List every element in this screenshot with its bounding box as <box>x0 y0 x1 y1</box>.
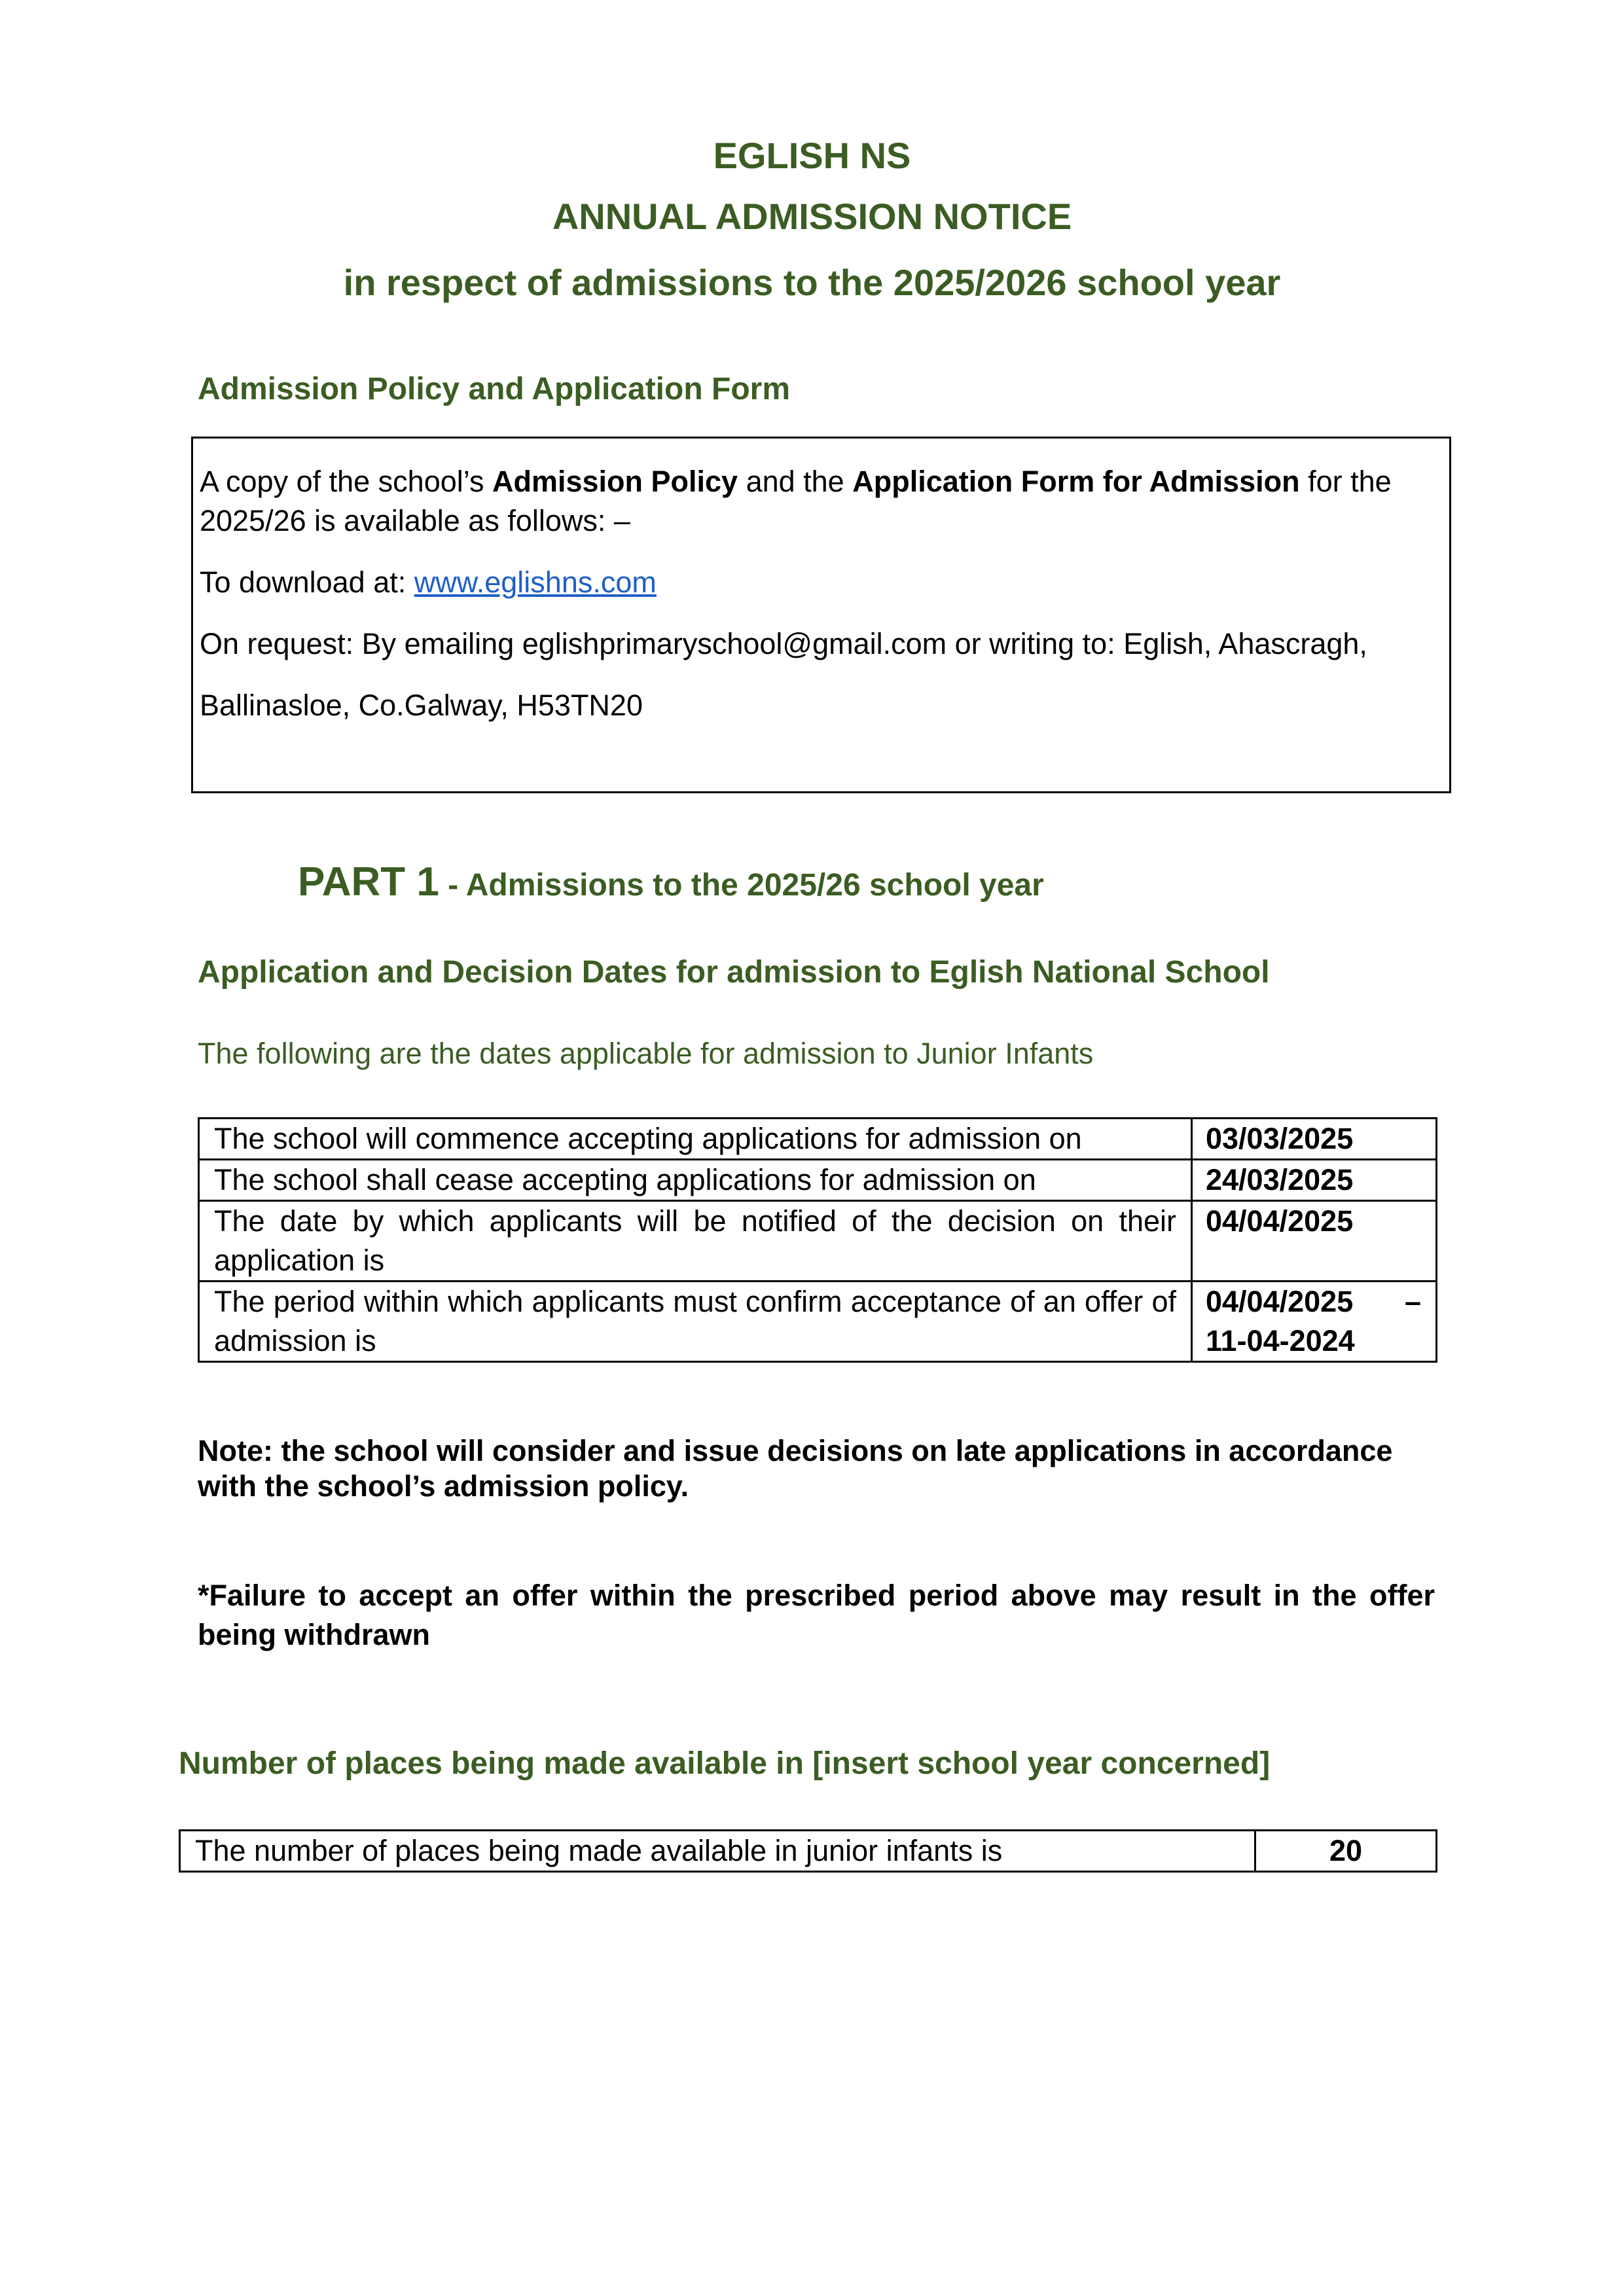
policy-line-1 <box>200 462 1392 501</box>
range-start: 04/04/2025 <box>1206 1285 1354 1318</box>
table-row <box>199 1119 1437 1160</box>
table-row <box>199 1160 1437 1201</box>
date-label: The date by which applicants will be notified of the decision on their application is <box>199 1201 1192 1282</box>
places-value: 20 <box>1255 1831 1437 1872</box>
notice-subtitle: in respect of admissions to the 2025/2026 school year <box>343 262 1281 303</box>
dates-table <box>198 1117 1437 1363</box>
range-dash: – <box>1404 1285 1421 1318</box>
policy-text: A copy of the school’s <box>200 465 492 498</box>
dates-heading: Application and Decision Dates for admission to Eglish National School <box>198 955 1270 990</box>
download-label: To download at: <box>200 565 414 599</box>
school-name: EGLISH NS <box>713 135 911 176</box>
date-range <box>1192 1282 1437 1362</box>
part1-title: - Admissions to the 2025/26 school year <box>439 868 1044 903</box>
policy-box <box>191 437 1451 793</box>
range-end: 11-04-2024 <box>1206 1324 1355 1357</box>
address-line: Ballinasloe, Co.Galway, H53TN20 <box>200 689 643 722</box>
policy-line-2: 2025/26 is available as follows: – <box>200 504 630 537</box>
part1-heading <box>298 856 1044 912</box>
table-row <box>180 1831 1437 1872</box>
date-value: 24/03/2025 <box>1192 1160 1437 1201</box>
table-row <box>199 1282 1437 1362</box>
website-link[interactable]: www.eglishns.com <box>414 565 657 599</box>
policy-heading: Admission Policy and Application Form <box>198 372 790 406</box>
dates-intro: The following are the dates applicable for admission to Junior Infants <box>198 1037 1094 1070</box>
policy-text: and the <box>738 465 853 498</box>
date-label: The school will commence accepting applications for admission on <box>199 1119 1192 1160</box>
policy-text: for the <box>1299 465 1392 498</box>
date-label: The school shall cease accepting applications for admission on <box>199 1160 1192 1201</box>
date-value: 04/04/2025 <box>1192 1201 1437 1282</box>
admission-policy-bold: Admission Policy <box>492 465 738 498</box>
places-label: The number of places being made available in junior infants is <box>180 1831 1255 1872</box>
request-line: On request: By emailing eglishprimaryschool@gmail.com or writing to: Eglish, Ahascragh, <box>200 627 1367 660</box>
failure-note: *Failure to accept an offer within the prescribed period above may result in the offer being withdrawn <box>198 1579 1435 1651</box>
notice-title: ANNUAL ADMISSION NOTICE <box>552 196 1072 237</box>
download-line <box>200 563 657 602</box>
application-form-bold: Application Form for Admission <box>852 465 1300 498</box>
date-label: The period within which applicants must confirm acceptance of an offer of admission is <box>199 1282 1192 1362</box>
late-applications-note <box>198 1433 1441 1504</box>
part1-label: PART 1 <box>298 859 439 905</box>
places-heading: Number of places being made available in [insert school year concerned] <box>179 1746 1271 1781</box>
places-table <box>179 1829 1437 1873</box>
table-row <box>199 1201 1437 1282</box>
note-line: Note: the school will consider and issue decisions on late applications in accordance <box>198 1434 1393 1467</box>
note-line: with the school’s admission policy. <box>198 1469 689 1503</box>
date-value: 03/03/2025 <box>1192 1119 1437 1160</box>
